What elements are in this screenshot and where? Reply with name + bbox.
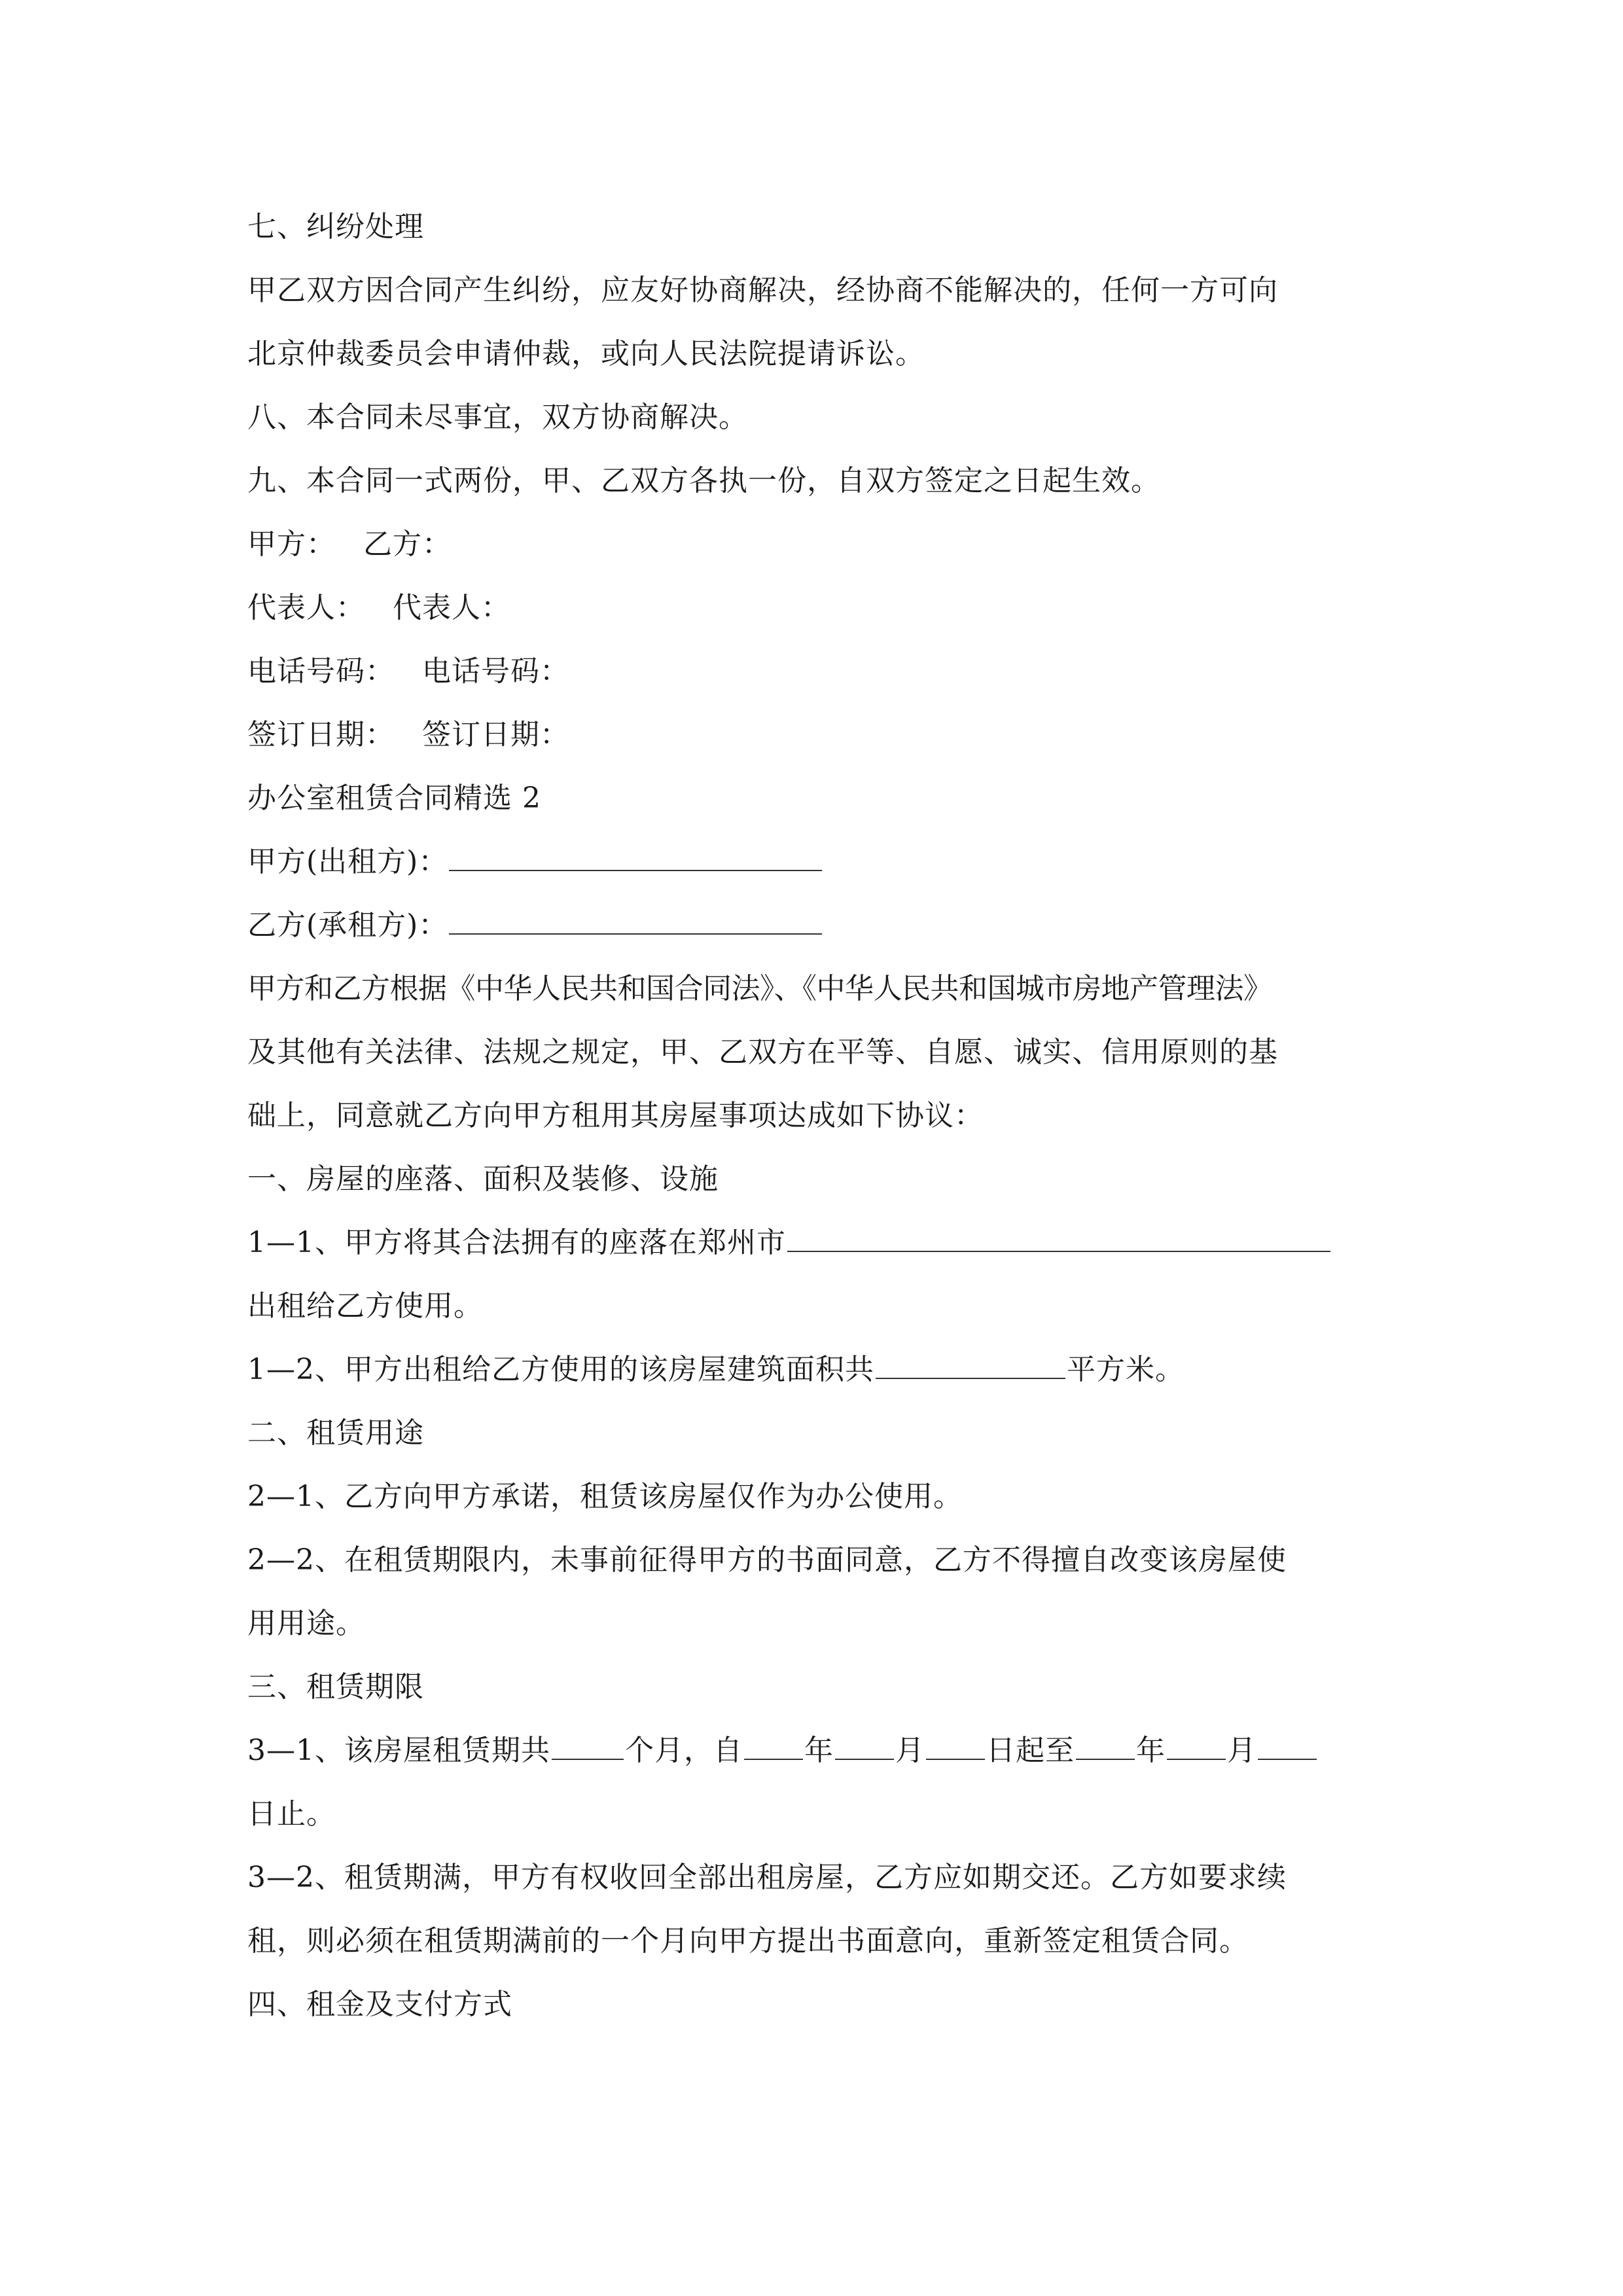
clause-1-1-line xyxy=(247,1217,1332,1269)
section-2-heading xyxy=(247,1407,424,1460)
text: 年 xyxy=(1136,1734,1166,1767)
phone-a-label: 电话号码： xyxy=(247,655,395,688)
representative-a-label: 代表人： xyxy=(247,591,365,624)
paragraph-line xyxy=(247,1915,1249,1967)
end-year-blank xyxy=(1076,1725,1135,1760)
clause-3-1-line xyxy=(247,1725,1318,1777)
text: 二、租赁用途 xyxy=(247,1416,424,1450)
section-3-heading xyxy=(247,1661,424,1713)
paragraph-line xyxy=(247,963,1272,1015)
text: 日起至 xyxy=(986,1734,1075,1767)
section-7-heading xyxy=(247,201,424,253)
text: 四、租金及支付方式 xyxy=(247,1988,512,2021)
text: 1—1、甲方将其合法拥有的座落在郑州市 xyxy=(247,1226,786,1259)
text: 2—1、乙方向甲方承诺，租赁该房屋仅作为办公使用。 xyxy=(247,1480,963,1513)
text: 年 xyxy=(804,1734,834,1767)
signature-party-line xyxy=(247,518,452,571)
paragraph-line xyxy=(247,264,1278,317)
signature-date-line xyxy=(247,709,569,761)
clause-2-2-line xyxy=(247,1534,1287,1587)
contract-2-title xyxy=(247,772,541,825)
text: 九、本合同一式两份，甲、乙双方各执一份，自双方签定之日起生效。 xyxy=(247,464,1160,497)
signature-representative-line xyxy=(247,582,510,634)
end-month-blank xyxy=(1167,1725,1226,1760)
start-day-blank xyxy=(926,1725,985,1760)
clause-2-1-line xyxy=(247,1471,963,1523)
lessor-label: 甲方(出租方)： xyxy=(247,845,448,878)
text: 日止。 xyxy=(247,1797,336,1831)
text: 七、纠纷处理 xyxy=(247,210,424,243)
paragraph-line xyxy=(247,1090,984,1142)
text: 1—2、甲方出租给乙方使用的该房屋建筑面积共 xyxy=(247,1353,874,1386)
text: 及其他有关法律、法规之规定，甲、乙双方在平等、自愿、诚实、信用原则的基 xyxy=(247,1035,1278,1069)
text: 一、房屋的座落、面积及装修、设施 xyxy=(247,1162,719,1196)
text: 平方米。 xyxy=(1067,1353,1185,1386)
text: 月 xyxy=(895,1734,925,1767)
text: 3—1、该房屋租赁期共 xyxy=(247,1734,550,1767)
text: 甲乙双方因合同产生纠纷，应友好协商解决，经协商不能解决的，任何一方可向 xyxy=(247,274,1278,307)
text: 三、租赁期限 xyxy=(247,1670,424,1704)
text: 出租给乙方使用。 xyxy=(247,1289,483,1323)
text: 2—2、在租赁期限内，未事前征得甲方的书面同意，乙方不得擅自改变该房屋使 xyxy=(247,1543,1287,1577)
text: 用用途。 xyxy=(247,1607,365,1640)
months-blank xyxy=(552,1725,624,1760)
lessee-label: 乙方(承租方)： xyxy=(247,908,448,942)
party-b-label: 乙方： xyxy=(363,528,452,561)
lessee-blank xyxy=(449,899,822,935)
address-blank xyxy=(787,1217,1330,1252)
text: 月 xyxy=(1227,1734,1257,1767)
start-month-blank xyxy=(835,1725,894,1760)
section-4-heading xyxy=(247,1979,512,2031)
section-8-line xyxy=(247,391,748,444)
text: 3—2、租赁期满，甲方有权收回全部出租房屋，乙方应如期交还。乙方如要求续 xyxy=(247,1861,1287,1894)
start-year-blank xyxy=(744,1725,803,1760)
text: 八、本合同未尽事宜，双方协商解决。 xyxy=(247,401,748,434)
clause-3-2-line xyxy=(247,1852,1287,1904)
paragraph-line xyxy=(247,1598,365,1650)
section-9-line xyxy=(247,455,1160,507)
paragraph-line xyxy=(247,1788,336,1840)
area-blank xyxy=(876,1344,1065,1379)
text: 个月，自 xyxy=(625,1734,743,1767)
text: 甲方和乙方根据《中华人民共和国合同法》、《中华人民共和国城市房地产管理法》 xyxy=(247,972,1272,1005)
representative-b-label: 代表人： xyxy=(393,591,510,624)
paragraph-line xyxy=(247,1280,483,1333)
paragraph-line xyxy=(247,1026,1278,1079)
section-1-heading xyxy=(247,1153,719,1206)
clause-1-2-line xyxy=(247,1344,1185,1396)
text: 办公室租赁合同精选 2 xyxy=(247,781,541,815)
end-day-blank xyxy=(1258,1725,1317,1760)
lessor-blank xyxy=(449,836,822,871)
text: 础上，同意就乙方向甲方租用其房屋事项达成如下协议： xyxy=(247,1099,984,1132)
signature-phone-line xyxy=(247,645,569,698)
party-a-label: 甲方： xyxy=(247,528,336,561)
text: 租，则必须在租赁期满前的一个月向甲方提出书面意向，重新签定租赁合同。 xyxy=(247,1924,1249,1958)
lessor-line xyxy=(247,836,823,888)
phone-b-label: 电话号码： xyxy=(422,655,569,688)
paragraph-line xyxy=(247,328,925,380)
date-b-label: 签订日期： xyxy=(422,718,569,751)
text: 北京仲裁委员会申请仲裁，或向人民法院提请诉讼。 xyxy=(247,337,925,370)
lessee-line xyxy=(247,899,823,952)
date-a-label: 签订日期： xyxy=(247,718,395,751)
